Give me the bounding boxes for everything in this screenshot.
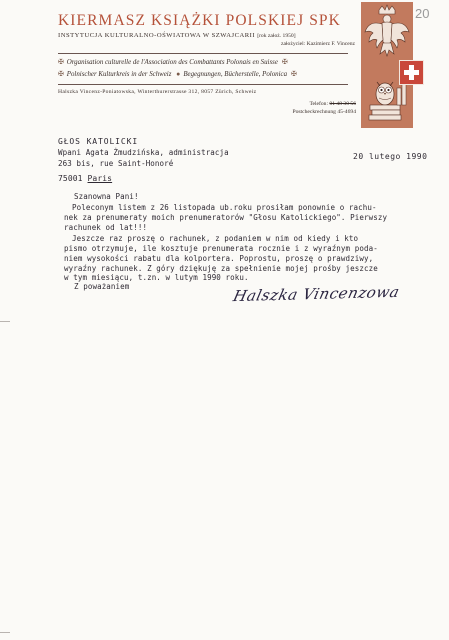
swiss-cross-icon [399,60,424,85]
french-line-text: Organisation culturelle de l'Association des Combattants Polonais en Suisse [66,59,278,66]
body-line: niem wysokości rabatu dla kolportera. Poprostu, proszę o prawdziwy, [64,254,374,263]
sender-phone [309,101,356,107]
founded-note: [rok założ. 1950] [257,33,296,39]
phone-label: Telefon: [309,101,329,107]
ornament-icon: ✠ [281,59,288,66]
handwritten-signature: Halszka Vincenzowa [231,282,402,306]
body-line: wyraźny rachunek. Z góry dziękuję za spełnienie mojej prośby jeszcze [64,264,378,273]
recipient-street: 263 bis, rue Saint-Honoré [58,159,174,168]
body-line: w tym miesiącu, t.zn. w lutym 1990 roku. [64,273,249,282]
recipient-city: Paris [87,174,113,183]
punch-hole-mark [0,632,10,633]
org-title: KIERMASZ KSIĄŻKI POLSKIEJ SPK [58,12,341,29]
bullet-icon: ● [176,71,181,78]
address-divider [58,84,348,85]
ornament-icon: ✠ [58,71,64,78]
header-divider [58,53,348,54]
french-line [58,58,288,66]
german-line [58,70,297,78]
punch-hole-mark [0,321,10,322]
body-line: nek za prenumeraty moich prenumeratorów "Głosu Katolickiego". Pierwszy [64,213,388,222]
org-subtitle [58,32,296,39]
german-line-text-a: Polnischer Kulturkreis in der Schweiz [66,71,172,78]
body-line: pismo otrzymuje, ile kosztuje prenumerata rocznie i z wyraźnym poda- [64,244,378,253]
recipient-postal-code: 75001 [58,174,83,183]
owl-on-books-icon [369,82,406,120]
body-line: Jeszcze raz proszę o rachunek, z podaniem w nim od kiedy i kto [72,234,359,243]
body-line: Poleconym listem z 26 listopada ub.roku prosiłam ponownie o rachu- [72,203,377,212]
postcheck-account: Postcheckrechnung 45-4694 [292,109,356,115]
org-subtitle-text: INSTYTUCJA KULTURALNO-OŚWIATOWA W SZWAJCARII [58,32,256,39]
body-line: rachunek od lat!!! [64,223,148,232]
german-line-text-b: Begegnungen, Bücherstelle, Polonica [183,71,288,78]
founder-line: założyciel: Kazimierz F. Vincenz [281,41,355,47]
ornament-icon: ✠ [291,71,297,78]
phone-number: 01 48 30 56 [329,101,356,107]
recipient-attention: Wpani Agata Żmudzińska, administracja [58,148,229,157]
recipient-city-line [58,174,112,183]
sender-address: Halszka Vincenz-Poniatowska, Winterthurerstrasse 312, 8057 Zürich, Schweiz [58,89,257,95]
salutation: Szanowna Pani! [74,192,139,201]
ornament-icon: ✠ [58,59,64,66]
closing: Z poważaniem [74,282,130,291]
recipient-name: GŁOS KATOLICKI [58,137,139,146]
page-number: 20 [415,6,430,21]
letter-date: 20 lutego 1990 [353,152,428,161]
